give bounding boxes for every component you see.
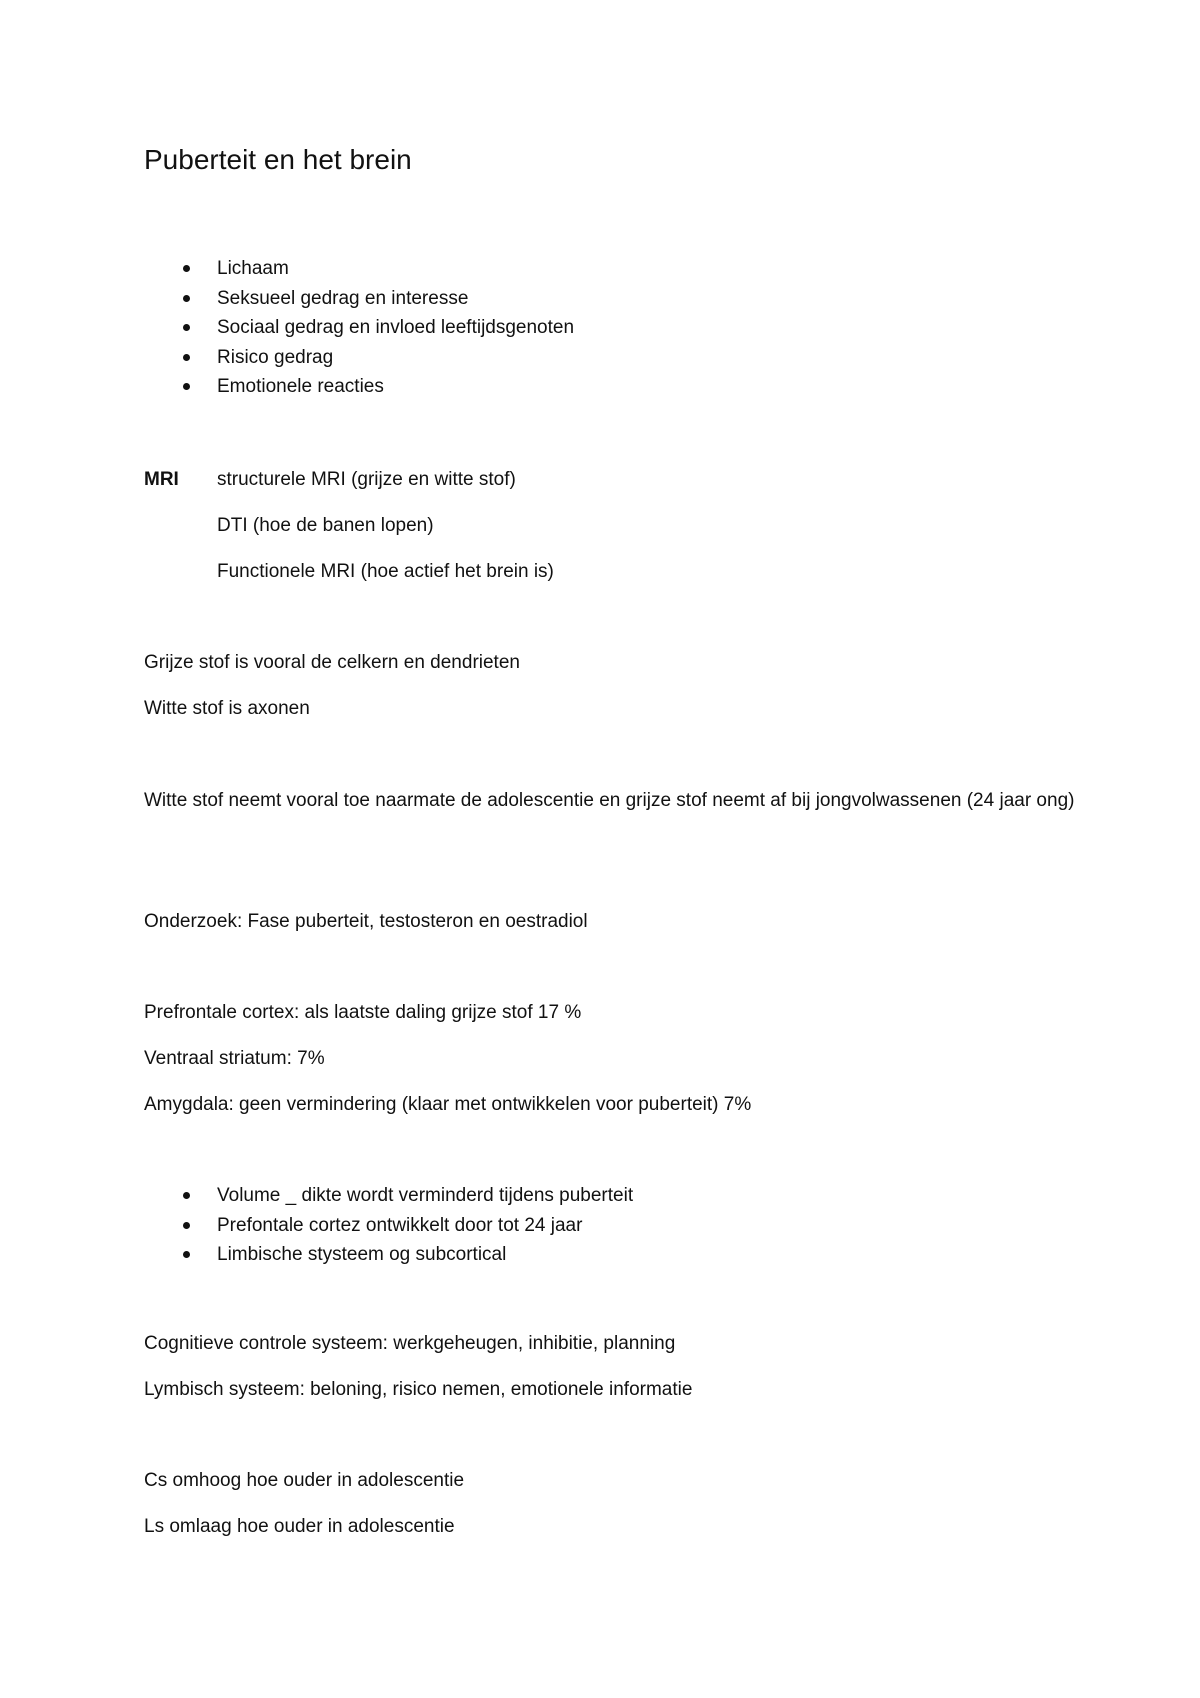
list-item: Seksueel gedrag en interesse — [144, 284, 574, 314]
text-striatum: Ventraal striatum: 7% — [144, 1048, 325, 1069]
document-title: Puberteit en het brein — [144, 144, 412, 175]
text-amygdala: Amygdala: geen vermindering (klaar met ontwikkelen voor puberteit) 7% — [144, 1094, 752, 1115]
bullet-icon — [183, 354, 190, 361]
text-ls-conclusion: Ls omlaag hoe ouder in adolescentie — [144, 1516, 455, 1537]
mri-item-functional: Functionele MRI (hoe actief het brein is) — [217, 561, 554, 582]
text-cognitive-system: Cognitieve controle systeem: werkgeheugen, inhibitie, planning — [144, 1333, 676, 1354]
list-item: Risico gedrag — [144, 343, 574, 373]
text-cs-conclusion: Cs omhoog hoe ouder in adolescentie — [144, 1470, 465, 1491]
text-prefrontal: Prefrontale cortex: als laatste daling grijze stof 17 % — [144, 1002, 582, 1023]
text-limbic-system: Lymbisch systeem: beloning, risico nemen, emotionele informatie — [144, 1379, 693, 1400]
bullet-list-development — [144, 1181, 633, 1270]
bullet-icon — [183, 295, 190, 302]
bullet-icon — [183, 1192, 190, 1199]
bullet-icon — [183, 265, 190, 272]
list-item: Volume _ dikte wordt verminderd tijdens puberteit — [144, 1181, 633, 1211]
list-item: Prefontale cortez ontwikkelt door tot 24 jaar — [144, 1211, 633, 1241]
mri-item-dti: DTI (hoe de banen lopen) — [217, 515, 434, 536]
bullet-icon — [183, 1222, 190, 1229]
text-development: Witte stof neemt vooral toe naarmate de adolescentie en grijze stof neemt af bij jongvolwassenen (24 jaar ong) — [144, 790, 1075, 811]
list-item: Limbische stysteem og subcortical — [144, 1240, 633, 1270]
text-witte-stof: Witte stof is axonen — [144, 698, 310, 719]
list-item: Sociaal gedrag en invloed leeftijdsgenoten — [144, 313, 574, 343]
mri-item-structural: structurele MRI (grijze en witte stof) — [217, 469, 516, 490]
bullet-icon — [183, 324, 190, 331]
bullet-list-topics — [144, 254, 574, 402]
text-grijze-stof: Grijze stof is vooral de celkern en dendrieten — [144, 652, 520, 673]
list-item: Emotionele reacties — [144, 372, 574, 402]
bullet-icon — [183, 383, 190, 390]
bullet-icon — [183, 1251, 190, 1258]
mri-label: MRI — [144, 469, 179, 490]
list-item: Lichaam — [144, 254, 574, 284]
text-research: Onderzoek: Fase puberteit, testosteron en oestradiol — [144, 911, 588, 932]
